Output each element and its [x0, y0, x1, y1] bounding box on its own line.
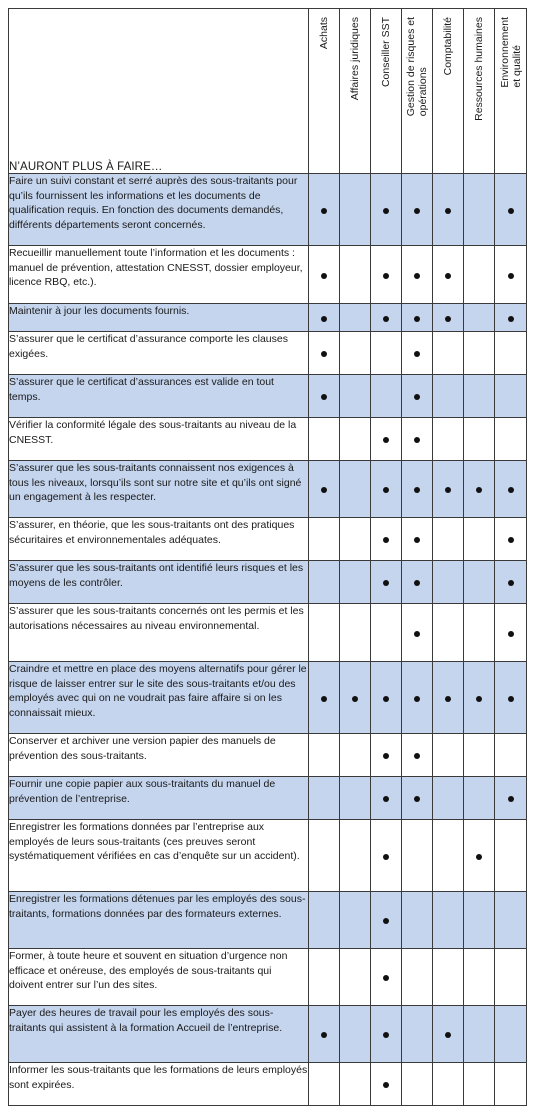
mark-cell	[340, 1006, 371, 1063]
bullet-mark-icon	[414, 394, 420, 400]
table-row	[9, 662, 527, 734]
bullet-mark-icon	[414, 316, 420, 322]
task-description: Vérifier la conformité légale des sous-traitants au niveau de la CNESST.	[9, 418, 309, 461]
bullet-mark-icon	[383, 796, 389, 802]
bullet-mark-icon	[321, 394, 327, 400]
mark-cell	[495, 561, 527, 604]
task-description: S’assurer que le certificat d’assurance comporte les clauses exigées.	[9, 332, 309, 375]
table-title: N’AURONT PLUS À FAIRE…	[9, 9, 309, 174]
mark-cell	[309, 418, 340, 461]
mark-cell	[371, 304, 402, 332]
mark-cell	[340, 561, 371, 604]
bullet-mark-icon	[508, 273, 514, 279]
bullet-mark-icon	[321, 696, 327, 702]
task-description: Enregistrer les formations détenues par les employés des sous-traitants, formations données par des formateurs externes.	[9, 892, 309, 949]
mark-cell	[433, 304, 464, 332]
bullet-mark-icon	[383, 487, 389, 493]
task-description: S’assurer que les sous-traitants concernés ont les permis et les autorisations nécessaires au niveau environnemental.	[9, 604, 309, 662]
bullet-mark-icon	[383, 316, 389, 322]
bullet-mark-icon	[476, 487, 482, 493]
mark-cell	[340, 461, 371, 518]
mark-cell	[402, 1063, 433, 1106]
mark-cell	[464, 518, 495, 561]
bullet-mark-icon	[508, 537, 514, 543]
mark-cell	[340, 174, 371, 246]
mark-cell	[340, 820, 371, 892]
mark-cell	[464, 561, 495, 604]
mark-cell	[402, 949, 433, 1006]
task-description: Maintenir à jour les documents fournis.	[9, 304, 309, 332]
mark-cell	[495, 949, 527, 1006]
mark-cell	[371, 174, 402, 246]
mark-cell	[340, 1063, 371, 1106]
table-row	[9, 332, 527, 375]
bullet-mark-icon	[445, 208, 451, 214]
mark-cell	[402, 604, 433, 662]
bullet-mark-icon	[414, 273, 420, 279]
mark-cell	[433, 418, 464, 461]
mark-cell	[340, 892, 371, 949]
mark-cell	[433, 734, 464, 777]
task-description: S’assurer que les sous-traitants ont identifié leurs risques et les moyens de les contrôler.	[9, 561, 309, 604]
bullet-mark-icon	[321, 1032, 327, 1038]
table-row	[9, 777, 527, 820]
mark-cell	[340, 949, 371, 1006]
bullet-mark-icon	[508, 208, 514, 214]
table-row	[9, 375, 527, 418]
table-row	[9, 461, 527, 518]
mark-cell	[309, 662, 340, 734]
mark-cell	[371, 892, 402, 949]
mark-cell	[464, 375, 495, 418]
mark-cell	[309, 949, 340, 1006]
mark-cell	[433, 561, 464, 604]
bullet-mark-icon	[414, 437, 420, 443]
mark-cell	[464, 734, 495, 777]
mark-cell	[495, 418, 527, 461]
mark-cell	[464, 461, 495, 518]
mark-cell	[371, 418, 402, 461]
mark-cell	[402, 246, 433, 304]
mark-cell	[340, 518, 371, 561]
mark-cell	[433, 949, 464, 1006]
mark-cell	[371, 604, 402, 662]
mark-cell	[495, 734, 527, 777]
mark-cell	[433, 375, 464, 418]
mark-cell	[464, 604, 495, 662]
table-row	[9, 1006, 527, 1063]
bullet-mark-icon	[476, 854, 482, 860]
mark-cell	[371, 518, 402, 561]
mark-cell	[309, 304, 340, 332]
mark-cell	[464, 246, 495, 304]
bullet-mark-icon	[414, 487, 420, 493]
table-row	[9, 1063, 527, 1106]
mark-cell	[433, 604, 464, 662]
bullet-mark-icon	[383, 854, 389, 860]
mark-cell	[433, 246, 464, 304]
mark-cell	[433, 461, 464, 518]
mark-cell	[371, 461, 402, 518]
mark-cell	[402, 375, 433, 418]
mark-cell	[402, 461, 433, 518]
bullet-mark-icon	[445, 487, 451, 493]
bullet-mark-icon	[508, 487, 514, 493]
mark-cell	[495, 892, 527, 949]
table-row	[9, 174, 527, 246]
task-description: Former, à toute heure et souvent en situation d’urgence non efficace et onéreuse, des employés de sous-traitants qui doivent entrer sur l’un des sites.	[9, 949, 309, 1006]
task-description: Fournir une copie papier aux sous-traitants du manuel de prévention de l’entreprise.	[9, 777, 309, 820]
mark-cell	[371, 820, 402, 892]
table-row	[9, 892, 527, 949]
mark-cell	[340, 246, 371, 304]
mark-cell	[340, 604, 371, 662]
mark-cell	[495, 777, 527, 820]
mark-cell	[371, 777, 402, 820]
bullet-mark-icon	[383, 537, 389, 543]
mark-cell	[433, 892, 464, 949]
mark-cell	[309, 375, 340, 418]
bullet-mark-icon	[445, 273, 451, 279]
mark-cell	[309, 332, 340, 375]
bullet-mark-icon	[445, 316, 451, 322]
mark-cell	[495, 174, 527, 246]
responsibility-matrix	[8, 8, 527, 1106]
mark-cell	[309, 561, 340, 604]
table-row	[9, 734, 527, 777]
bullet-mark-icon	[508, 796, 514, 802]
task-description: Enregistrer les formations données par l’entreprise aux employés de leurs sous-traitants (ces preuves seront systématiquement vérifiées en cas d’enquête sur un accident).	[9, 820, 309, 892]
matrix-body	[9, 174, 527, 1106]
mark-cell	[309, 461, 340, 518]
task-description: S’assurer que les sous-traitants connaissent nos exigences à tous les niveaux, lorsqu’ils sont sur notre site et qu’ils ont signé un engagement à les respecter.	[9, 461, 309, 518]
mark-cell	[464, 304, 495, 332]
mark-cell	[402, 304, 433, 332]
mark-cell	[464, 174, 495, 246]
mark-cell	[464, 332, 495, 375]
task-description: Faire un suivi constant et serré auprès des sous-traitants pour qu’ils fournissent les informations et les documents de qualification requis. En fonction des documents demandés, différents départements seront concernés.	[9, 174, 309, 246]
mark-cell	[402, 777, 433, 820]
mark-cell	[340, 777, 371, 820]
bullet-mark-icon	[445, 696, 451, 702]
bullet-mark-icon	[508, 696, 514, 702]
mark-cell	[402, 174, 433, 246]
mark-cell	[464, 949, 495, 1006]
task-description: Payer des heures de travail pour les employés des sous-traitants qui assistent à la formation Accueil de l’entreprise.	[9, 1006, 309, 1063]
bullet-mark-icon	[321, 316, 327, 322]
dept-header-achats: Achats	[309, 9, 340, 174]
bullet-mark-icon	[383, 437, 389, 443]
dept-header-affaires-juridiques: Affaires juridiques	[340, 9, 371, 174]
header-row	[9, 9, 527, 174]
dept-header-gestion-risques: Gestion de risques et opérations	[402, 9, 433, 174]
mark-cell	[371, 375, 402, 418]
bullet-mark-icon	[414, 537, 420, 543]
dept-header-ressources-humaines: Ressources humaines	[464, 9, 495, 174]
task-description: Craindre et mettre en place des moyens alternatifs pour gérer le risque de laisser entrer sur le site des sous-traitants et/ou des employés avec qui on ne voudrait pas faire affaire si on les connaissait mieux.	[9, 662, 309, 734]
bullet-mark-icon	[508, 316, 514, 322]
bullet-mark-icon	[321, 351, 327, 357]
bullet-mark-icon	[508, 631, 514, 637]
bullet-mark-icon	[445, 1032, 451, 1038]
mark-cell	[464, 662, 495, 734]
mark-cell	[464, 1006, 495, 1063]
mark-cell	[495, 662, 527, 734]
mark-cell	[495, 461, 527, 518]
mark-cell	[340, 662, 371, 734]
table-row	[9, 561, 527, 604]
mark-cell	[433, 1063, 464, 1106]
mark-cell	[371, 246, 402, 304]
bullet-mark-icon	[383, 1082, 389, 1088]
mark-cell	[402, 1006, 433, 1063]
mark-cell	[495, 820, 527, 892]
dept-header-comptabilite: Comptabilité	[433, 9, 464, 174]
bullet-mark-icon	[414, 753, 420, 759]
bullet-mark-icon	[414, 208, 420, 214]
mark-cell	[371, 561, 402, 604]
bullet-mark-icon	[414, 696, 420, 702]
mark-cell	[402, 892, 433, 949]
mark-cell	[495, 1063, 527, 1106]
bullet-mark-icon	[476, 696, 482, 702]
mark-cell	[495, 332, 527, 375]
bullet-mark-icon	[508, 580, 514, 586]
table-row	[9, 304, 527, 332]
dept-header-conseiller-sst: Conseiller SST	[371, 9, 402, 174]
mark-cell	[371, 1006, 402, 1063]
mark-cell	[402, 662, 433, 734]
mark-cell	[402, 418, 433, 461]
mark-cell	[402, 561, 433, 604]
mark-cell	[402, 734, 433, 777]
table-row	[9, 949, 527, 1006]
mark-cell	[309, 174, 340, 246]
task-description: Conserver et archiver une version papier des manuels de prévention des sous-traitants.	[9, 734, 309, 777]
bullet-mark-icon	[414, 351, 420, 357]
mark-cell	[340, 375, 371, 418]
mark-cell	[309, 1063, 340, 1106]
mark-cell	[309, 604, 340, 662]
mark-cell	[464, 1063, 495, 1106]
bullet-mark-icon	[352, 696, 358, 702]
task-description: Informer les sous-traitants que les formations de leurs employés sont expirées.	[9, 1063, 309, 1106]
table-row	[9, 246, 527, 304]
mark-cell	[371, 332, 402, 375]
mark-cell	[402, 332, 433, 375]
mark-cell	[433, 174, 464, 246]
bullet-mark-icon	[383, 273, 389, 279]
bullet-mark-icon	[383, 1032, 389, 1038]
mark-cell	[464, 777, 495, 820]
dept-header-environnement-qualite: Environnement et qualité	[495, 9, 527, 174]
mark-cell	[340, 734, 371, 777]
mark-cell	[433, 332, 464, 375]
mark-cell	[371, 734, 402, 777]
mark-cell	[340, 332, 371, 375]
mark-cell	[495, 604, 527, 662]
mark-cell	[464, 418, 495, 461]
bullet-mark-icon	[321, 208, 327, 214]
task-description: Recueillir manuellement toute l’information et les documents : manuel de prévention, attestation CNESST, dossier employeur, licence RBQ, etc.).	[9, 246, 309, 304]
mark-cell	[309, 734, 340, 777]
mark-cell	[464, 820, 495, 892]
mark-cell	[371, 1063, 402, 1106]
bullet-mark-icon	[414, 631, 420, 637]
mark-cell	[309, 246, 340, 304]
mark-cell	[309, 892, 340, 949]
task-description: S’assurer que le certificat d’assurances est valide en tout temps.	[9, 375, 309, 418]
mark-cell	[309, 518, 340, 561]
bullet-mark-icon	[414, 796, 420, 802]
bullet-mark-icon	[383, 580, 389, 586]
mark-cell	[433, 662, 464, 734]
mark-cell	[309, 820, 340, 892]
mark-cell	[402, 820, 433, 892]
mark-cell	[495, 1006, 527, 1063]
table-row	[9, 604, 527, 662]
task-description: S’assurer, en théorie, que les sous-traitants ont des pratiques sécuritaires et environnementales adéquates.	[9, 518, 309, 561]
mark-cell	[433, 518, 464, 561]
mark-cell	[495, 518, 527, 561]
mark-cell	[433, 1006, 464, 1063]
table-row	[9, 418, 527, 461]
mark-cell	[371, 662, 402, 734]
bullet-mark-icon	[383, 696, 389, 702]
table-row	[9, 518, 527, 561]
mark-cell	[340, 418, 371, 461]
bullet-mark-icon	[383, 208, 389, 214]
mark-cell	[495, 246, 527, 304]
bullet-mark-icon	[383, 918, 389, 924]
mark-cell	[371, 949, 402, 1006]
mark-cell	[402, 518, 433, 561]
bullet-mark-icon	[414, 580, 420, 586]
bullet-mark-icon	[321, 273, 327, 279]
mark-cell	[309, 777, 340, 820]
mark-cell	[433, 820, 464, 892]
mark-cell	[495, 375, 527, 418]
bullet-mark-icon	[383, 975, 389, 981]
table-row	[9, 820, 527, 892]
mark-cell	[464, 892, 495, 949]
mark-cell	[495, 304, 527, 332]
mark-cell	[433, 777, 464, 820]
mark-cell	[309, 1006, 340, 1063]
bullet-mark-icon	[321, 487, 327, 493]
bullet-mark-icon	[383, 753, 389, 759]
mark-cell	[340, 304, 371, 332]
